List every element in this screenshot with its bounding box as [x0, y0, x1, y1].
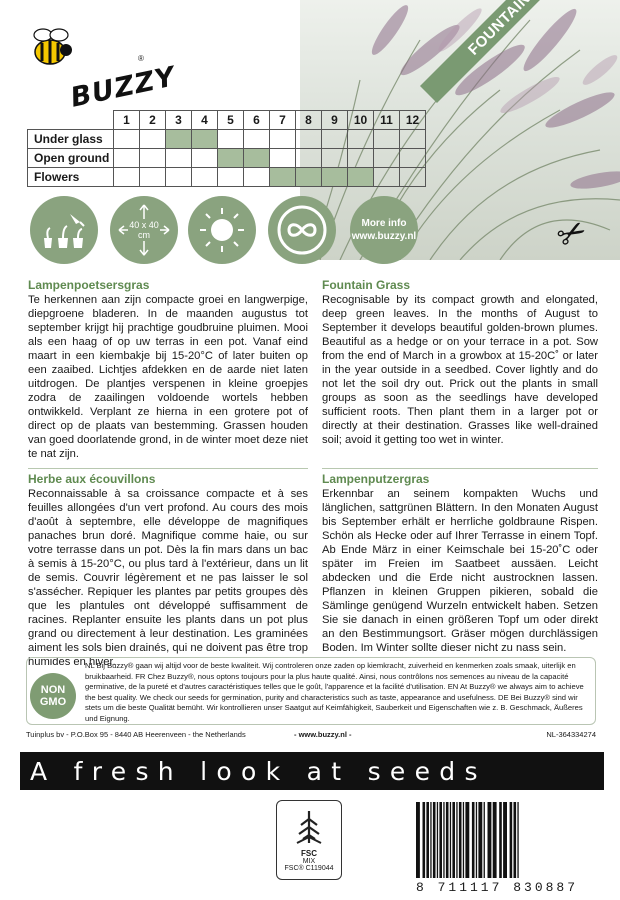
calendar-cell	[348, 130, 374, 149]
calendar-row-label: Under glass	[28, 130, 114, 149]
barcode-bar	[439, 802, 442, 878]
barcode-bar	[426, 802, 429, 878]
barcode-bar	[484, 802, 485, 878]
calendar-cell	[322, 168, 348, 187]
barcode-bar	[463, 802, 464, 878]
calendar-cell	[322, 149, 348, 168]
slogan-bar	[20, 752, 604, 790]
scissors-icon: ✂	[550, 210, 595, 258]
barcode-bar	[503, 802, 507, 878]
calendar-cell	[114, 149, 140, 168]
more-info-url: www.buzzy.nl	[351, 231, 417, 242]
barcode-bar	[433, 802, 436, 878]
non-gmo-badge	[30, 673, 76, 719]
calendar-cell	[218, 168, 244, 187]
sowing-pots-icon	[30, 196, 98, 264]
section-dutch-body: Te herkennen aan zijn compacte groei en langwerpige, diepgroene bladeren. In de maanden augustus tot september krijgt hij prachtige goudbruine pluimen. Mooi als een haag of op uw terras in een pot. Vanaf eind maart in een kiembakje bij 15-20°C of later buiten op een zaaibed. Lichtjes afdekken en de aarde niet laten uitdrogen. De plantjes verspenen in kleine groepjes zodra de zaailingen voldoende wortels hebben ontwikkeld. Verplant ze hierna in een grotere pot of direct op de plaats van bestemming. Grassen houden van goed doorlatende grond, in de winter moet deze niet te nat zijn.	[28, 294, 308, 460]
calendar-cell	[114, 130, 140, 149]
barcode-bar	[437, 802, 438, 878]
calendar-cell	[400, 149, 426, 168]
calendar-cell	[192, 130, 218, 149]
barcode-bar	[430, 802, 431, 878]
plant-spacing-icon	[110, 196, 178, 264]
barcode-bar	[446, 802, 449, 878]
company-address: Tuinplus bv - P.O.Box 95 - 8440 AB Heerenveen - the Netherlands	[26, 730, 246, 739]
month-3: 3	[166, 111, 192, 130]
fsc-certification	[276, 800, 342, 880]
calendar-cell	[374, 149, 400, 168]
month-9: 9	[322, 111, 348, 130]
divider-left	[28, 468, 308, 469]
calendar-cell	[140, 130, 166, 149]
barcode-bar	[450, 802, 451, 878]
month-11: 11	[374, 111, 400, 130]
section-english-title: Fountain Grass	[322, 278, 411, 292]
calendar-cell	[140, 168, 166, 187]
barcode	[410, 800, 600, 880]
calendar-cell	[296, 149, 322, 168]
website-link[interactable]: - www.buzzy.nl -	[294, 730, 352, 739]
calendar-cell	[400, 168, 426, 187]
barcode-bar	[517, 802, 518, 878]
calendar-cell	[296, 130, 322, 149]
calendar-row	[28, 168, 426, 187]
fsc-code: FSC® C119044	[284, 865, 334, 872]
more-info-label: More info	[361, 218, 407, 229]
barcode-bar	[476, 802, 477, 878]
calendar-cell	[140, 149, 166, 168]
barcode-bar	[459, 802, 462, 878]
calendar-cell	[374, 168, 400, 187]
full-sun-icon	[188, 196, 256, 264]
quality-statement	[26, 657, 596, 725]
non-gmo-line1: NON	[40, 684, 66, 696]
calendar-cell	[218, 149, 244, 168]
section-english	[322, 278, 598, 447]
divider-right	[322, 468, 598, 469]
barcode-number: 8 711117 830887	[416, 880, 579, 895]
brand-logo	[26, 26, 179, 114]
month-4: 4	[192, 111, 218, 130]
section-dutch-title: Lampenpoetsersgras	[28, 278, 150, 292]
calendar-cell	[270, 149, 296, 168]
month-7: 7	[270, 111, 296, 130]
fsc-mix: MIX	[302, 858, 316, 865]
non-gmo-line2: GMO	[39, 696, 67, 708]
calendar-cell	[348, 149, 374, 168]
barcode-bar	[416, 802, 420, 878]
calendar-cell	[270, 168, 296, 187]
calendar-cell	[244, 168, 270, 187]
calendar-cell	[192, 149, 218, 168]
calendar-cell	[192, 168, 218, 187]
plant-spacing-label: 40 x 40 cm	[129, 220, 159, 240]
section-dutch	[28, 278, 308, 461]
barcode-bar	[452, 802, 455, 878]
calendar-cell	[374, 130, 400, 149]
calendar-cell	[166, 149, 192, 168]
month-8: 8	[296, 111, 322, 130]
calendar-cell	[244, 130, 270, 149]
barcode-bar	[488, 802, 492, 878]
calendar-cell	[166, 130, 192, 149]
care-icons-row	[30, 196, 620, 268]
registration-code: NL-364334274	[546, 730, 596, 739]
calendar-cell	[244, 149, 270, 168]
calendar-corner	[28, 111, 114, 130]
barcode-bar	[514, 802, 517, 878]
section-french-title: Herbe aux écouvillons	[28, 472, 156, 486]
calendar-cell	[348, 168, 374, 187]
fsc-label: FSC	[301, 849, 317, 858]
registered-mark: ®	[138, 54, 144, 63]
section-german-title: Lampenputzergras	[322, 472, 430, 486]
month-12: 12	[400, 111, 426, 130]
quality-statement-text: NL Bij Buzzy® gaan wij altijd voor de beste kwaliteit. Wij controleren onze zaden op kiemkracht, zuiverheid en kenmerken zoals smaak, uiterlijk en bruikbaarheid. FR Chez Buzzy®, nous optons toujours pour la plus haute qualité. Ainsi, nous contrôlons nos semences au niveau de la capacité germinative, de la pureté et d'autres caractéristiques telles que le goût, l'apparence et la facilité d'utilisation. EN At Buzzy® we always aim to achieve the best quality. We check our seeds for germination, purity and characteristics such as taste, appearance and usefulness. DE Bei Buzzy® sind wir stets um die beste Qualität bemüht. Wir kontrollieren unser Saatgut auf Keimfähigkeit, Sauberkeit und Eigenschaften wie z. B. Geschmack, Äußeres und Eignung.	[85, 661, 584, 723]
barcode-bar	[465, 802, 469, 878]
bee-icon	[26, 26, 76, 70]
month-10: 10	[348, 111, 374, 130]
barcode-bar	[478, 802, 482, 878]
barcode-bar	[456, 802, 457, 878]
calendar-cell	[322, 130, 348, 149]
calendar-cell	[114, 168, 140, 187]
barcode-bar	[472, 802, 475, 878]
section-german-body: Erkennbar an seinem kompakten Wuchs und länglichen, sattgrünen Blättern. In den Monaten August bis September erhält er herrliche goldbraune Rispen. Schön als Hecke oder auf Ihrer Terrasse in einem Topf. Ab Ende März in einer Keimschale bei 15-20˚C oder später im Freien im Saatbeet aussäen. Leicht abdecken und die Erde nicht austrocknen lassen. Pflanzen in kleinen Gruppen pikieren, sobald die Sämlinge genügend Wurzeln entwickelt haben. Setzen Sie sie danach in einen größeren Topf um oder direkt an den Bestimmungsort. Gräser mögen durchlässigen Boden. Im Winter sollte dieser nicht zu nass sein.	[322, 488, 598, 654]
month-2: 2	[140, 111, 166, 130]
calendar-cell	[296, 168, 322, 187]
section-german	[322, 472, 598, 655]
sowing-calendar	[27, 110, 426, 187]
brand-wordmark: BUZZY	[67, 61, 179, 114]
month-1: 1	[114, 111, 140, 130]
section-french	[28, 472, 308, 669]
month-5: 5	[218, 111, 244, 130]
section-english-body: Recognisable by its compact growth and elongated, deep green leaves. In the months of August to September it develops beautiful golden-brown plumes. Beautiful as a hedge or on your terrace in a pot. Sow from the end of March in a growbox at 15-20C˚ or later in the year outside in a seedbed. Cover lightly and do not let the soil dry out. Prick out the plants in small groups as soon as the seedlings have developed sufficient roots. Then plant them in a larger pot or directly at their destination. Grasses like well-drained soil; avoid it getting too wet in winter.	[322, 294, 598, 446]
slogan-text: A fresh look at seeds	[30, 756, 487, 786]
more-info-link[interactable]	[350, 196, 418, 264]
calendar-cell	[400, 130, 426, 149]
calendar-row-label: Flowers	[28, 168, 114, 187]
calendar-row-label: Open ground	[28, 149, 114, 168]
perennial-infinity-icon	[268, 196, 336, 264]
barcode-bar	[423, 802, 426, 878]
barcode-bar	[499, 802, 502, 878]
barcode-bar	[443, 802, 444, 878]
section-french-body: Reconnaissable à sa croissance compacte et à ses feuilles allongées d'un vert profond. Au cours des mois d'août à septembre, elle développe de magnifiques panaches brun doré. Magnifique comme haie, ou sur votre terrasse dans un pot. Dès la fin mars dans un bac à semis à 15-20°C, ou plus tard à l'extérieur, dans un lit de semis. Couvrir légèrement et ne pas laisser le sol s'assécher. Repiquer les plantes par petits groupes dès que les plantules ont développé suffisamment de racines. Replanter ensuite les plants dans un pot plus grand ou directement à leur destination. Les graminées aiment les sols bien drainés, qui ne doivent pas être trop humides en hiver.	[28, 488, 308, 668]
fsc-tree-icon	[289, 807, 329, 847]
calendar-header-row	[28, 111, 426, 130]
month-6: 6	[244, 111, 270, 130]
barcode-bar	[510, 802, 513, 878]
calendar-cell	[270, 130, 296, 149]
calendar-row	[28, 130, 426, 149]
barcode-bar	[493, 802, 497, 878]
calendar-row	[28, 149, 426, 168]
calendar-cell	[218, 130, 244, 149]
calendar-cell	[166, 168, 192, 187]
calendar-body	[28, 130, 426, 187]
